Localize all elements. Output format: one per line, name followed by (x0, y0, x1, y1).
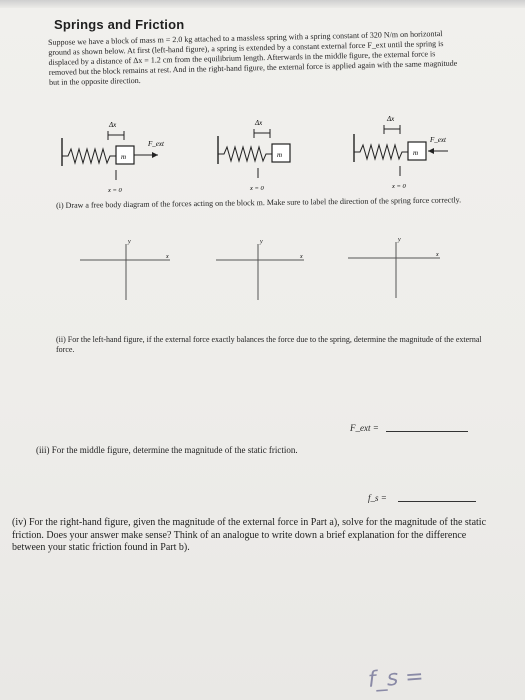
x-axis-label: x (436, 252, 439, 258)
figure-left (58, 118, 178, 198)
dx-label: Δx (255, 119, 263, 127)
answer-3-label: f_s = (368, 493, 387, 503)
x0-label: x = 0 (108, 187, 122, 194)
question-2: (ii) For the left-hand figure, if the external force exactly balances the force due to the spring, determine the magnitude of the external force. (56, 335, 482, 354)
mass-label: m (121, 153, 127, 161)
fext-label: F_ext (430, 136, 446, 144)
fbd-axes-left[interactable] (78, 236, 178, 304)
mass-label: m (277, 151, 283, 159)
answer-2-label: F_ext = (350, 423, 379, 433)
y-axis-label: y (398, 237, 401, 243)
question-4: (iv) For the right-hand figure, given the magnitude of the external force in Part a), solve for the magnitude of the static friction. Does your answer make sense? Think of an analogue to write down a brief explanation for the difference between your static friction found in Part b). (12, 517, 487, 553)
mass-label: m (413, 149, 419, 157)
x-axis-label: x (166, 254, 169, 260)
dx-label: Δx (109, 121, 117, 129)
x-axis-label: x (300, 254, 303, 260)
answer-3-blank[interactable] (398, 501, 476, 502)
x0-label: x = 0 (250, 185, 264, 192)
fbd-axes-middle[interactable] (214, 236, 314, 304)
handwritten-note: f_s = (367, 664, 425, 693)
fext-label: F_ext (148, 140, 164, 148)
answer-2-blank[interactable] (386, 431, 468, 432)
x0-label: x = 0 (392, 183, 406, 190)
dx-label: Δx (387, 115, 395, 123)
figure-right (350, 114, 460, 194)
y-axis-label: y (128, 239, 131, 245)
y-axis-label: y (260, 239, 263, 245)
question-3: (iii) For the middle figure, determine the magnitude of the static friction. (36, 445, 298, 455)
problem-statement: Suppose we have a block of mass m = 2.0 kg attached to a massless spring with a spring constant of 320 N/m on horizontal ground as shown below. At first (left-hand figure), a spring is extended by a constant external force F_ext until the spring is displaced by a distance of Δx = 1.2 cm from the equilibrium length. Afterwards in the middle figure, the external force is removed but the block remains at rest. And in the right-hand figure, the external force is applied again with the same magnitude but in the opposite direction. (48, 29, 458, 87)
page-title: Springs and Friction (54, 17, 185, 32)
question-1: (i) Draw a free body diagram of the forces acting on the block m. Make sure to label the direction of the spring force correctly. (56, 195, 462, 210)
fbd-axes-right[interactable] (346, 234, 446, 302)
page-top-edge (0, 0, 525, 8)
figure-middle (214, 116, 314, 196)
